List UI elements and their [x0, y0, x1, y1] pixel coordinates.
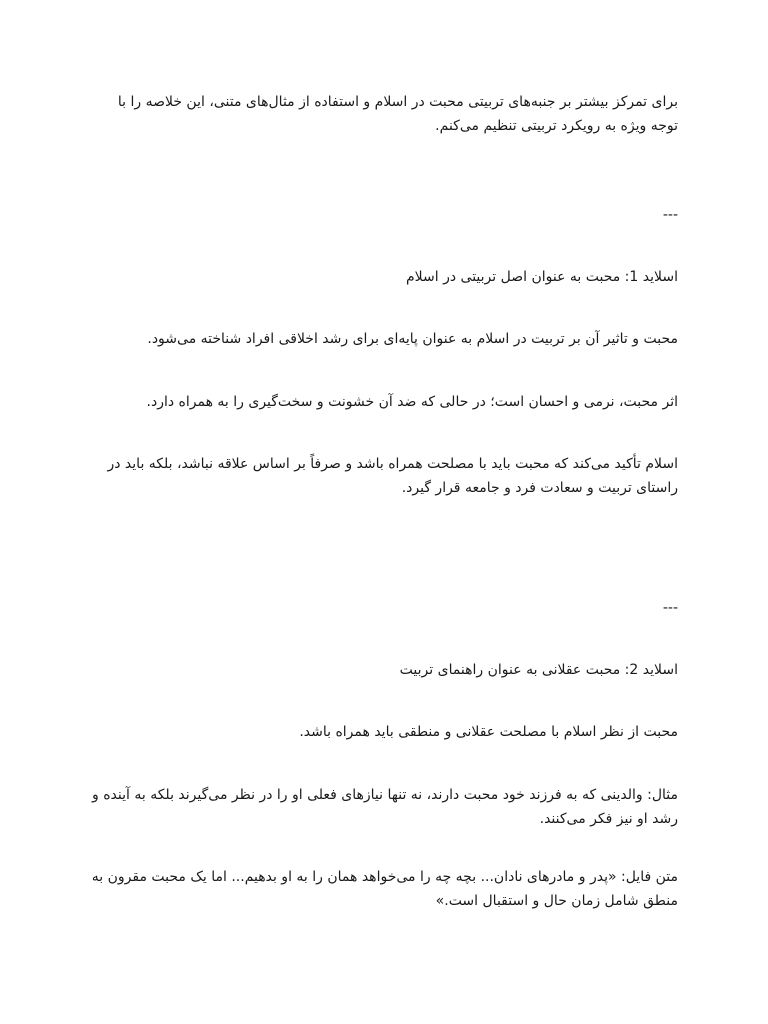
- slide-2-point-1: محبت از نظر اسلام با مصلحت عقلانی و منطقی باید همراه باشد.: [299, 724, 678, 740]
- slide-1-title: اسلاید 1: محبت به عنوان اصل تربیتی در اسلام: [405, 269, 678, 285]
- slide-1-point-2: اثر محبت، نرمی و احسان است؛ در حالی که ضد آن خشونت و سخت‌گیری را به همراه دارد.: [146, 394, 678, 410]
- slide-2-point-2: مثال: والدینی که به فرزند خود محبت دارند، نه تنها نیازهای فعلی او را در نظر می‌گیرند بلکه به آینده و رشد او نیز فکر می‌کنند.: [91, 787, 678, 827]
- slide-1-point-3: اسلام تأکید می‌کند که محبت باید با مصلحت همراه باشد و صرفاً بر اساس علاقه نباشد، بلکه باید در راستای تربیت و سعادت فرد و جامعه قرار گیرد.: [107, 456, 678, 496]
- slide-2-title: اسلاید 2: محبت عقلانی به عنوان راهنمای تربیت: [399, 662, 678, 678]
- intro-paragraph: برای تمرکز بیشتر بر جنبه‌های تربیتی محبت در اسلام و استفاده از مثال‌های متنی، این خلاصه را با توجه ویژه به رویکرد تربیتی تنظیم می‌کنم.: [117, 94, 678, 134]
- slide-2-point-3: متن فایل: «پدر و مادرهای نادان... بچه چه را می‌خواهد همان را به او بدهیم... اما یک محبت مقرون به منطق شامل زمان حال و استقبال است.»: [91, 869, 678, 909]
- slide-1-point-1: محبت و تاثیر آن بر تربیت در اسلام به عنوان پایه‌ای برای رشد اخلاقی افراد شناخته می‌شود.: [147, 331, 678, 347]
- separator: ---: [662, 600, 678, 616]
- separator: ---: [662, 207, 678, 223]
